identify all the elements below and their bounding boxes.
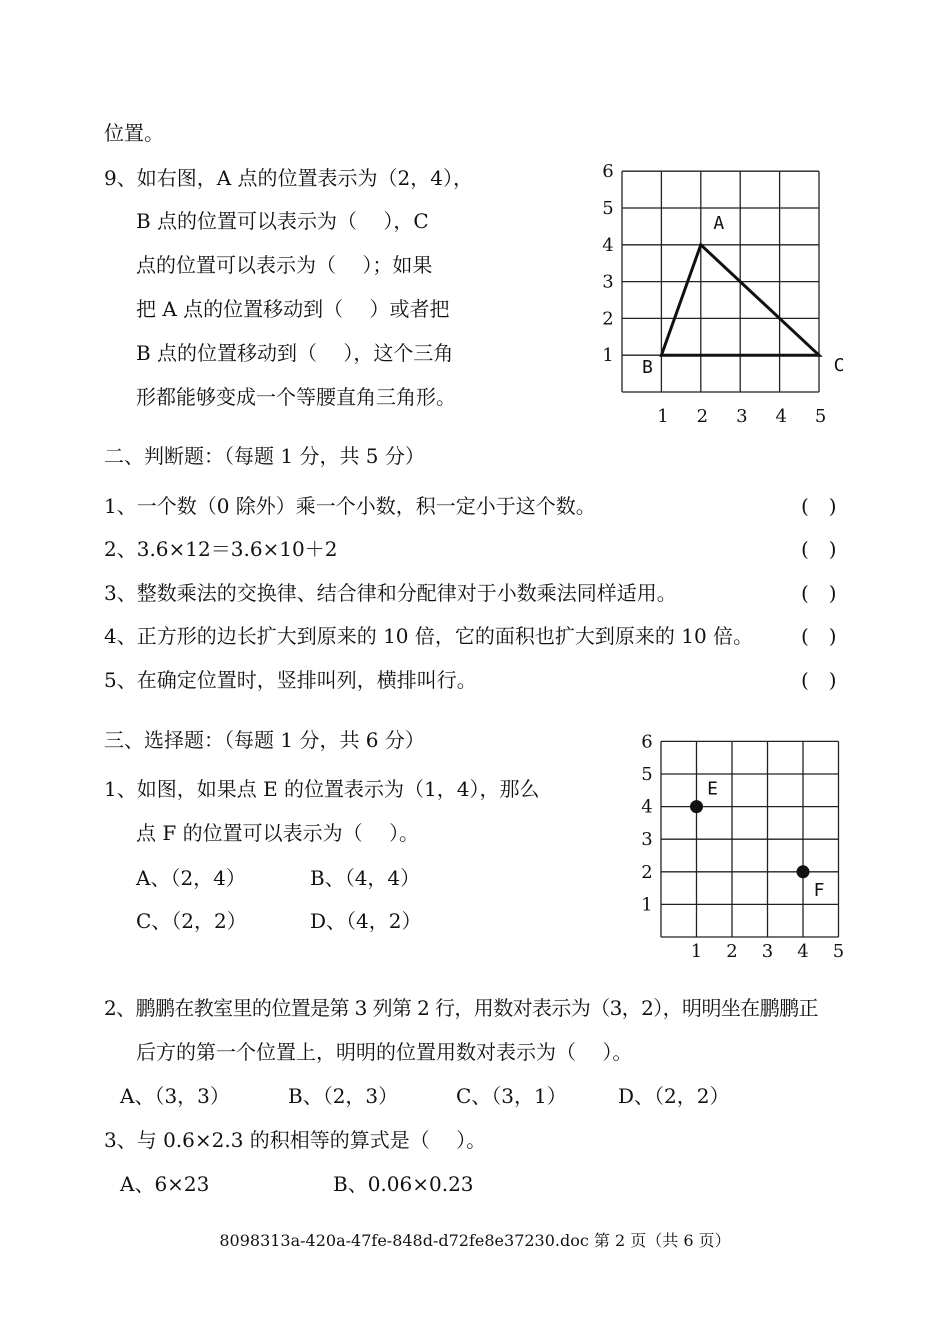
answer-parentheses: ( ) bbox=[801, 494, 837, 518]
judge-item-2: 2、3.6×12＝3.6×10＋2 bbox=[104, 537, 338, 561]
y-tick-label: 6 bbox=[602, 161, 614, 183]
x-tick-label: 5 bbox=[832, 941, 845, 962]
y-tick-label: 4 bbox=[602, 234, 614, 256]
answer-parentheses: ( ) bbox=[801, 668, 837, 692]
y-tick-label: 5 bbox=[602, 198, 614, 219]
section-2-heading: 二、判断题：（每题 1 分，共 5 分） bbox=[104, 444, 425, 468]
judge-item-1: 1、一个数（0 除外）乘一个小数，积一定小于这个数。 bbox=[104, 494, 596, 518]
x-tick-label: 1 bbox=[690, 941, 703, 962]
y-tick-label: 1 bbox=[641, 894, 653, 916]
question-9-line: 点的位置可以表示为（ ）；如果 bbox=[136, 253, 433, 277]
x-tick-label: 2 bbox=[696, 406, 709, 427]
choice-option-a: A、（2，4） bbox=[136, 866, 246, 890]
x-tick-label: 3 bbox=[761, 941, 774, 962]
judge-item-5: 5、在确定位置时，竖排叫列，横排叫行。 bbox=[104, 668, 477, 692]
y-tick-label: 5 bbox=[641, 764, 653, 785]
point-label: C bbox=[833, 355, 845, 377]
x-tick-label: 1 bbox=[657, 406, 669, 427]
choice-option-a: A、（3，3） bbox=[120, 1084, 230, 1108]
choice-option-b: B、0.06×0.23 bbox=[333, 1172, 474, 1196]
x-tick-label: 4 bbox=[797, 941, 809, 962]
text-line: 位置。 bbox=[104, 121, 164, 145]
y-tick-label: 3 bbox=[641, 829, 653, 851]
judge-item-3: 3、整数乘法的交换律、结合律和分配律对于小数乘法同样适用。 bbox=[104, 581, 677, 605]
question-9-line: 9、如右图，A 点的位置表示为（2，4）， bbox=[104, 166, 473, 190]
y-tick-label: 4 bbox=[641, 796, 653, 818]
question-9-line: B 点的位置可以表示为（ ），C bbox=[136, 209, 429, 233]
x-tick-label: 4 bbox=[775, 406, 787, 427]
question-9-line: B 点的位置移动到（ ），这个三角 bbox=[136, 341, 454, 365]
choice-1-line: 点 F 的位置可以表示为（ ）。 bbox=[136, 821, 419, 845]
choice-option-c: C、（2，2） bbox=[136, 909, 247, 933]
choice-option-a: A、6×23 bbox=[120, 1172, 210, 1196]
question-9-line: 形都能够变成一个等腰直角三角形。 bbox=[136, 385, 456, 409]
answer-parentheses: ( ) bbox=[801, 581, 837, 605]
point-label: A bbox=[713, 212, 725, 234]
choice-option-b: B、（4，4） bbox=[310, 866, 421, 890]
y-tick-label: 3 bbox=[602, 271, 614, 293]
question-9-line: 把 A 点的位置移动到（ ）或者把 bbox=[136, 297, 450, 321]
choice-2-line: 后方的第一个位置上，明明的位置用数对表示为（ ）。 bbox=[136, 1040, 633, 1064]
choice-option-c: C、（3，1） bbox=[456, 1084, 567, 1108]
answer-parentheses: ( ) bbox=[801, 624, 837, 648]
point-label: B bbox=[641, 357, 653, 379]
choice-2-line: 2、鹏鹏在教室里的位置是第 3 列第 2 行，用数对表示为（3，2），明明坐在鹏鹏正 bbox=[104, 996, 818, 1020]
point-label: E bbox=[707, 778, 718, 800]
choice-option-b: B、（2，3） bbox=[288, 1084, 399, 1108]
choice-option-d: D、（4，2） bbox=[310, 909, 422, 933]
answer-parentheses: ( ) bbox=[801, 537, 837, 561]
y-tick-label: 6 bbox=[641, 731, 653, 753]
point-dot bbox=[690, 800, 703, 813]
y-tick-label: 1 bbox=[602, 345, 614, 367]
y-tick-label: 2 bbox=[602, 308, 614, 330]
choice-3-line: 3、与 0.6×2.3 的积相等的算式是（ ）。 bbox=[104, 1128, 487, 1152]
x-tick-label: 3 bbox=[736, 406, 748, 427]
section-3-heading: 三、选择题：（每题 1 分，共 6 分） bbox=[104, 728, 425, 752]
x-tick-label: 5 bbox=[814, 406, 827, 427]
page-footer: 8098313a-420a-47fe-848d-d72fe8e37230.doc 第 2 页（共 6 页） bbox=[219, 1231, 731, 1250]
point-dot bbox=[797, 865, 810, 878]
point-label: F bbox=[813, 879, 825, 901]
x-tick-label: 2 bbox=[726, 941, 738, 962]
choice-option-d: D、（2，2） bbox=[618, 1084, 730, 1108]
judge-item-4: 4、正方形的边长扩大到原来的 10 倍，它的面积也扩大到原来的 10 倍。 bbox=[104, 624, 754, 648]
choice-1-line: 1、如图，如果点 E 的位置表示为（1，4），那么 bbox=[104, 777, 540, 801]
y-tick-label: 2 bbox=[641, 861, 653, 883]
